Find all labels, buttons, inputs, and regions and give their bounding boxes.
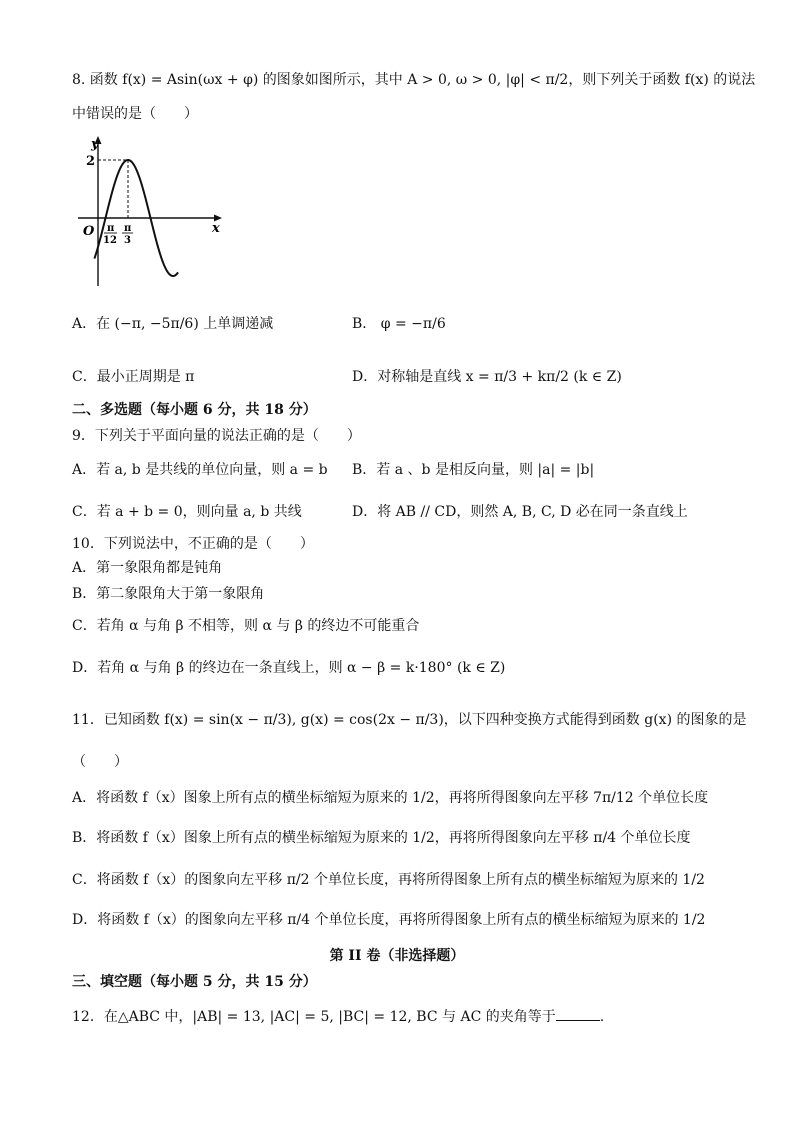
sine-graph bbox=[76, 134, 226, 294]
q8-option-b: B． φ = −π/6 bbox=[352, 316, 446, 332]
q8-stem-line2: 中错误的是（ ） bbox=[72, 106, 198, 122]
q10-option-b: B．第二象限角大于第一象限角 bbox=[72, 586, 265, 602]
x-tick-pi-3 bbox=[122, 223, 133, 246]
q12-answer-blank[interactable] bbox=[556, 1006, 600, 1021]
part2-title: 第 II 卷（非选择题） bbox=[329, 948, 465, 964]
q9-option-c: C．若 a + b = 0，则向量 a, b 共线 bbox=[72, 504, 302, 520]
q10-stem: 10．下列说法中，不正确的是（ ） bbox=[72, 536, 314, 552]
section2-title: 二、多选题（每小题 6 分，共 18 分） bbox=[72, 402, 317, 418]
x-tick-pi-12 bbox=[103, 223, 117, 246]
q10-option-d: D．若角 α 与角 β 的终边在一条直线上，则 α − β = k·180° (k ∈ Z) bbox=[72, 660, 506, 676]
q11-stem-bracket: （ ） bbox=[72, 754, 128, 770]
q10-option-c: C．若角 α 与角 β 不相等，则 α 与 β 的终边不可能重合 bbox=[72, 618, 420, 634]
q11-option-a: A．将函数 f（x）图象上所有点的横坐标缩短为原来的 1/2，再将所得图象向左平移 7π/12 个单位长度 bbox=[72, 790, 709, 806]
svg-text:12: 12 bbox=[103, 235, 117, 246]
q8-option-c: C．最小正周期是 π bbox=[72, 369, 195, 385]
q11-option-c: C．将函数 f（x）的图象向左平移 π/2 个单位长度，再将所得图象上所有点的横坐标缩短为原来的 1/2 bbox=[72, 872, 705, 888]
q12-line bbox=[72, 1006, 604, 1027]
section3-title: 三、填空题（每小题 5 分，共 15 分） bbox=[72, 974, 317, 990]
svg-text:π: π bbox=[107, 223, 115, 234]
q11-stem: 11．已知函数 f(x) = sin(x − π/3), g(x) = cos(2x − π/3)，以下四种变换方式能得到函数 g(x) 的图象的是 bbox=[72, 712, 747, 728]
y-label: y bbox=[91, 137, 99, 152]
origin-label: O bbox=[83, 224, 95, 239]
svg-text:π: π bbox=[124, 223, 132, 234]
q8-option-d: D．对称轴是直线 x = π/3 + kπ/2 (k ∈ Z) bbox=[352, 369, 622, 385]
x-label: x bbox=[212, 221, 220, 236]
q9-stem: 9．下列关于平面向量的说法正确的是（ ） bbox=[72, 428, 361, 444]
q9-option-d: D．将 AB // CD，则然 A, B, C, D 必在同一条直线上 bbox=[352, 504, 688, 520]
q12-end: . bbox=[599, 1009, 605, 1025]
svg-text:3: 3 bbox=[124, 235, 131, 246]
q8-stem-line1: 8. 函数 f(x) = Asin(ωx + φ) 的图象如图所示，其中 A > 0, ω > 0, |φ| < π/2，则下列关于函数 f(x) 的说法 bbox=[72, 72, 756, 88]
q9-option-a: A．若 a, b 是共线的单位向量，则 a = b bbox=[72, 462, 328, 478]
q8-option-a: A．在 (−π, −5π/6) 上单调递减 bbox=[72, 316, 274, 332]
y-tick-2: 2 bbox=[86, 154, 96, 169]
q11-option-b: B．将函数 f（x）图象上所有点的横坐标缩短为原来的 1/2，再将所得图象向左平移 π/4 个单位长度 bbox=[72, 830, 691, 846]
q12-text: 12．在△ABC 中，|AB| = 13, |AC| = 5, |BC| = 12, BC 与 AC 的夹角等于 bbox=[72, 1009, 556, 1025]
q10-option-a: A．第一象限角都是钝角 bbox=[72, 560, 223, 576]
q9-option-b: B．若 a 、b 是相反向量，则 |a| = |b| bbox=[352, 462, 595, 478]
q11-option-d: D．将函数 f（x）的图象向左平移 π/4 个单位长度，再将所得图象上所有点的横坐标缩短为原来的 1/2 bbox=[72, 912, 706, 928]
